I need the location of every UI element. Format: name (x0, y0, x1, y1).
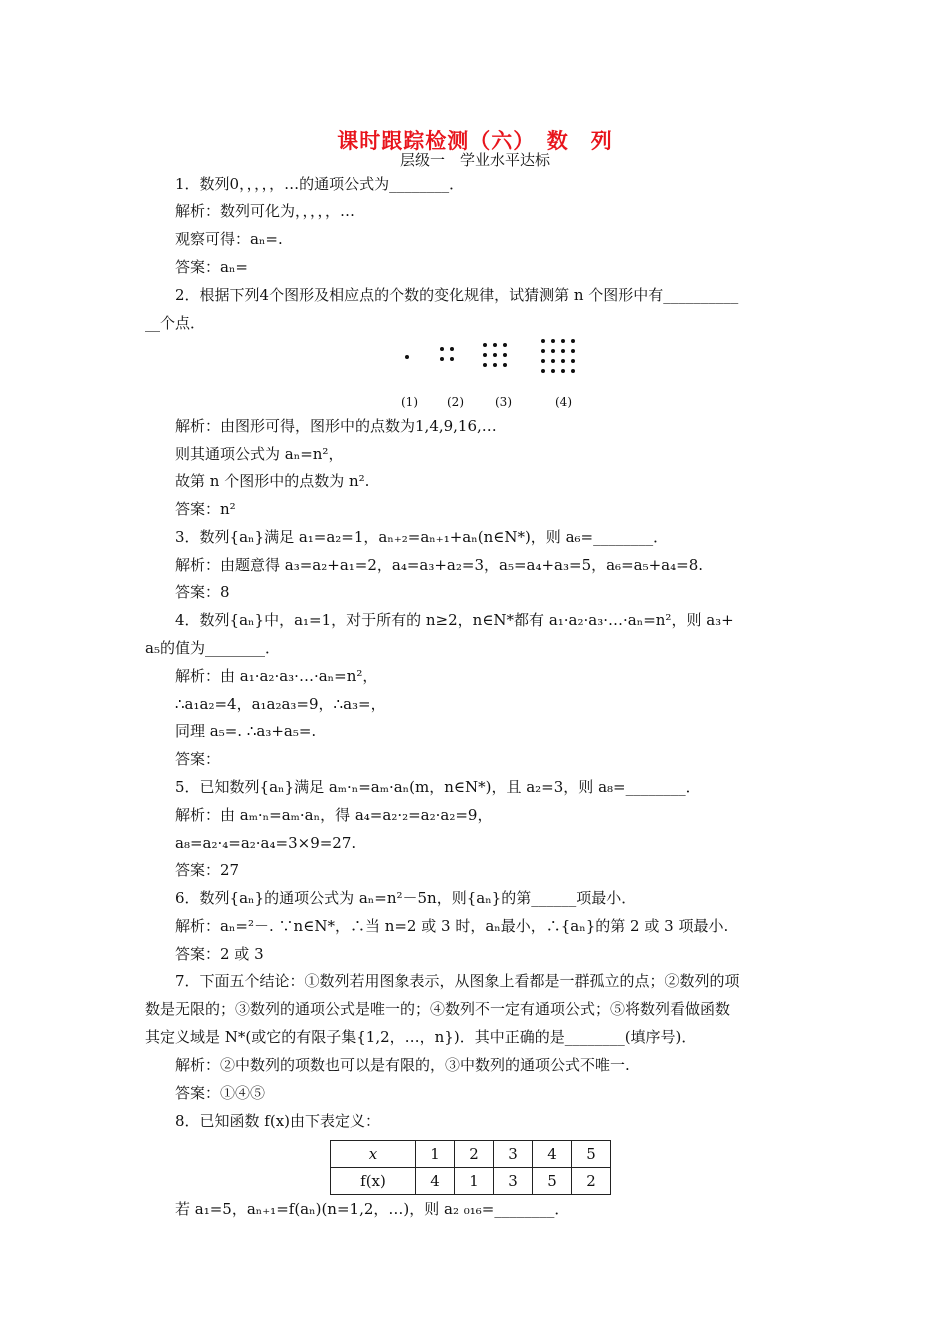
text-line: 答案：2 或 3 (175, 945, 264, 963)
dot-pattern-figure (395, 337, 595, 417)
table-cell: 1 (455, 1168, 494, 1195)
text-line: 4．数列{aₙ}中，a₁=1，对于所有的 n≥2，n∈N*都有 a₁·a₂·a₃·…·aₙ=n²，则 a₃+ (175, 611, 734, 629)
figure-dot (571, 359, 575, 363)
text-line: 答案：8 (175, 583, 230, 601)
table-head-fx: f(x) (331, 1168, 416, 1195)
text-line: a₅的值为________． (145, 639, 280, 657)
figure-dot (450, 357, 454, 361)
text-line: 7．下面五个结论：①数列若用图象表示，从图象上看都是一群孤立的点；②数列的项 (175, 972, 740, 990)
figure-dot (503, 353, 507, 357)
figure-label-2: (2) (447, 395, 464, 409)
figure-dot (571, 349, 575, 353)
table-cell: 1 (416, 1141, 455, 1168)
figure-dot (571, 339, 575, 343)
figure-dot (561, 369, 565, 373)
text-line: 观察可得：aₙ=. (175, 230, 283, 248)
text-line: 5．已知数列{aₙ}满足 aₘ·ₙ=aₘ·aₙ(m，n∈N*)，且 a₂=3，则 a₈=________． (175, 778, 701, 796)
text-line: 8．已知函数 f(x)由下表定义： (175, 1112, 381, 1130)
text-line: 答案：27 (175, 861, 240, 879)
text-line: 答案： (175, 750, 221, 768)
text-line: 答案：①④⑤ (175, 1084, 266, 1102)
text-line: 2．根据下列4个图形及相应点的个数的变化规律，试猜测第 n 个图形中有__________ (175, 286, 739, 304)
table-cell: 5 (572, 1141, 611, 1168)
table-cell: 4 (416, 1168, 455, 1195)
figure-dot (440, 357, 444, 361)
text-line: 解析：由 a₁·a₂·a₃·…·aₙ=n²， (175, 667, 378, 685)
text-line: 解析：由图形可得，图形中的点数为1,4,9,16,… (175, 417, 497, 435)
figure-dot (561, 339, 565, 343)
figure-dot (503, 343, 507, 347)
text-line: 解析：由 aₘ·ₙ=aₘ·aₙ，得 a₄=a₂·₂=a₂·a₂=9， (175, 806, 493, 824)
table-cell: 5 (533, 1168, 572, 1195)
figure-dot (561, 349, 565, 353)
text-line: __个点． (145, 314, 206, 332)
page-subtitle: 层级一 学业水平达标 (399, 151, 550, 169)
figure-label-1: (1) (401, 395, 418, 409)
text-line: 故第 n 个图形中的点数为 n². (175, 472, 370, 490)
table-cell: 2 (572, 1168, 611, 1195)
text-line: 若 a₁=5，aₙ₊₁=f(aₙ)(n=1,2，…)，则 a₂ ₀₁₆=________． (175, 1200, 570, 1218)
figure-dot (571, 369, 575, 373)
figure-dot (493, 353, 497, 357)
text-line: 解析：数列可化为，，，，，… (175, 202, 356, 220)
table-row (331, 1168, 611, 1195)
text-line: 1．数列0，，，，，…的通项公式为________． (175, 175, 465, 193)
page-title: 课时跟踪检测（六） 数 列 (337, 128, 613, 153)
table-cell: 3 (494, 1141, 533, 1168)
text-line: 答案：aₙ= (175, 258, 249, 276)
text-line: 解析：②中数列的项数也可以是有限的，③中数列的通项公式不唯一. (175, 1056, 630, 1074)
text-line: 3．数列{aₙ}满足 a₁=a₂=1，aₙ₊₂=aₙ₊₁+aₙ(n∈N*)，则 a₆=________． (175, 528, 669, 546)
text-line: 则其通项公式为 aₙ=n²， (175, 445, 344, 463)
text-line: 解析：aₙ=²－. ∵n∈N*，∴当 n=2 或 3 时，aₙ最小，∴{aₙ}的第 2 或 3 项最小. (175, 917, 729, 935)
figure-dot (551, 359, 555, 363)
figure-dot (450, 347, 454, 351)
figure-dot (561, 359, 565, 363)
table-row (331, 1141, 611, 1168)
table-cell: 3 (494, 1168, 533, 1195)
figure-dot (483, 363, 487, 367)
figure-label-4: (4) (555, 395, 572, 409)
text-line: ∴a₁a₂=4，a₁a₂a₃=9，∴a₃=， (175, 695, 386, 713)
figure-dot (551, 339, 555, 343)
function-table (330, 1140, 611, 1195)
figure-dot (405, 355, 409, 359)
text-line: a₈=a₂·₄=a₂·a₄=3×9=27. (175, 834, 357, 852)
figure-dot (483, 343, 487, 347)
text-line: 答案：n² (175, 500, 236, 518)
figure-dot (503, 363, 507, 367)
text-line: 解析：由题意得 a₃=a₂+a₁=2，a₄=a₃+a₂=3，a₅=a₄+a₃=5，a₆=a₅+a₄=8. (175, 556, 704, 574)
figure-dot (483, 353, 487, 357)
text-line: 其定义域是 N*(或它的有限子集{1,2，…，n})．其中正确的是________(填序号)． (145, 1028, 697, 1046)
text-line: 6．数列{aₙ}的通项公式为 aₙ=n²－5n，则{aₙ}的第______项最小． (175, 889, 637, 907)
figure-dot (541, 369, 545, 373)
figure-dot (551, 349, 555, 353)
text-line: 同理 a₅=. ∴a₃+a₅=. (175, 722, 317, 740)
figure-dot (541, 349, 545, 353)
figure-dot (493, 363, 497, 367)
figure-dot (541, 359, 545, 363)
table-cell: 4 (533, 1141, 572, 1168)
dot-grids (395, 337, 595, 387)
figure-label-3: (3) (495, 395, 512, 409)
figure-dot (551, 369, 555, 373)
figure-dot (440, 347, 444, 351)
table-cell: 2 (455, 1141, 494, 1168)
figure-dot (541, 339, 545, 343)
figure-dot (493, 343, 497, 347)
text-line: 数是无限的；③数列的通项公式是唯一的；④数列不一定有通项公式；⑤将数列看做函数 (145, 1000, 731, 1018)
table-head-x: x (331, 1141, 416, 1168)
